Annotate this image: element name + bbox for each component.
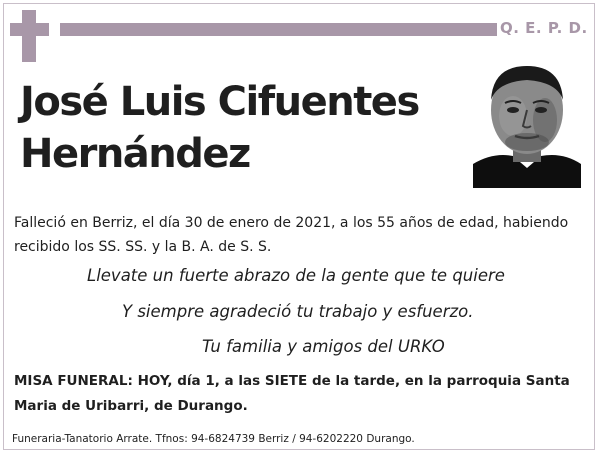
portrait-image [473, 60, 581, 188]
cross-icon-horizontal [10, 23, 49, 36]
funeral-mass-notice: MISA FUNERAL: HOY, día 1, a las SIETE de la tarde, en la parroquia Santa Maria de Uribarri, de Durango. [14, 373, 570, 414]
funeral-home-contact: Funeraria-Tanatorio Arrate. Tfnos: 94-6824739 Berriz / 94-6202220 Durango. [12, 433, 415, 445]
deceased-name-line1: José Luis Cifuentes [20, 79, 419, 125]
verse-line-1: Llevate un fuerte abrazo de la gente que te quiere [87, 266, 505, 285]
announcement-text: Falleció en Berriz, el día 30 de enero de 2021, a los 55 años de edad, habiendo recibido los SS. SS. y la B. A. de S. S. [14, 215, 569, 255]
qepd-label: Q. E. P. D. [500, 19, 588, 37]
deceased-name [20, 76, 460, 180]
deceased-name-line2: Hernández [20, 131, 250, 177]
verse-line-3: Tu familia y amigos del URKO [202, 337, 445, 356]
verse-line-2: Y siempre agradeció tu trabajo y esfuerzo. [122, 302, 474, 321]
header-divider-bar [60, 23, 497, 36]
deceased-photo [473, 60, 581, 188]
cross-icon-vertical [22, 10, 36, 62]
